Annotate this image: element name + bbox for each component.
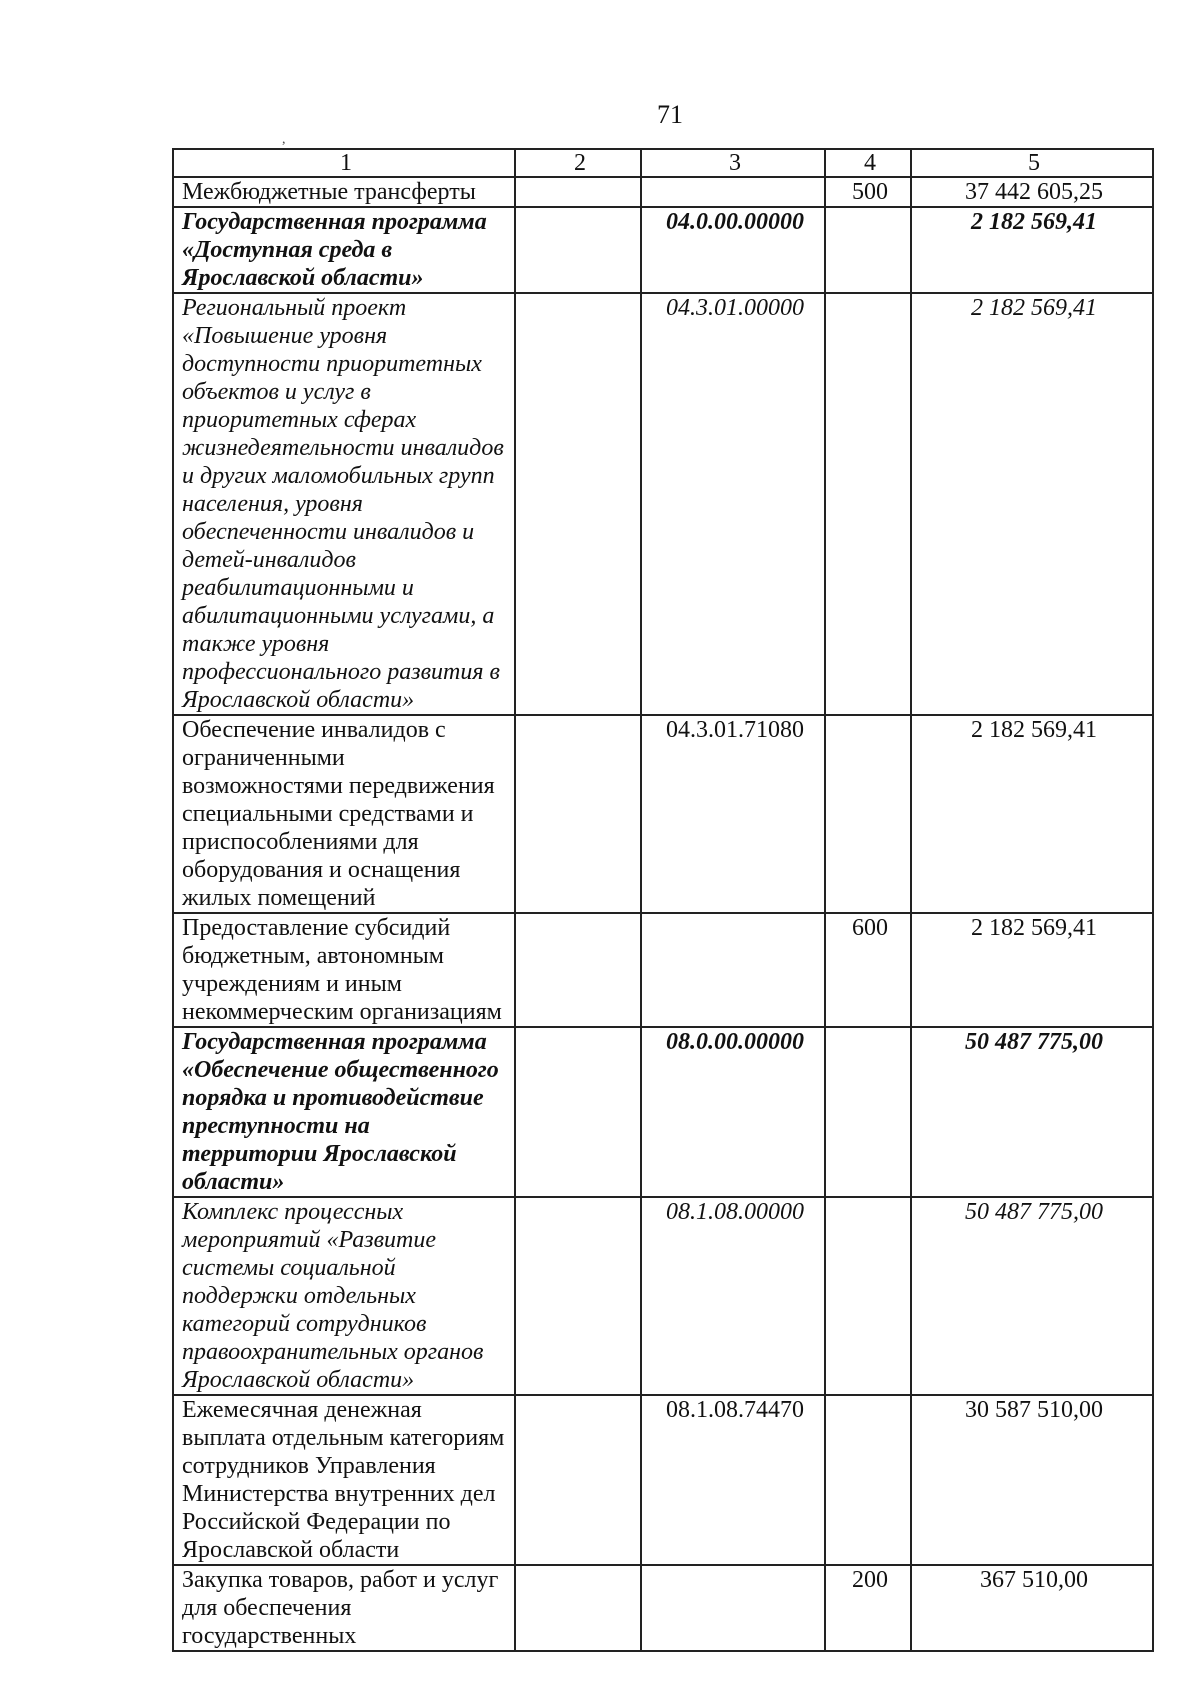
- header-col-1: 1: [173, 149, 515, 177]
- row-sum-cell: 2 182 569,41: [911, 207, 1153, 293]
- table-row: [173, 207, 1153, 293]
- table-row: [173, 1395, 1153, 1565]
- row-sum-cell: 367 510,00: [911, 1565, 1153, 1651]
- row-sum-cell: 2 182 569,41: [911, 715, 1153, 913]
- row-name-cell: Ежемесячная денежная выплата отдельным категориям сотрудников Управления Министерства внутренних дел Российской Федерации по Ярославской области: [173, 1395, 515, 1565]
- row-type-cell: 200: [825, 1565, 911, 1651]
- row-type-cell: [825, 1395, 911, 1565]
- row-sum-cell: 50 487 775,00: [911, 1027, 1153, 1197]
- row-type-cell: [825, 1027, 911, 1197]
- row-name-cell: Обеспечение инвалидов с ограниченными возможностями передвижения специальными средствами и приспособлениями для оборудования и оснащения жилых помещений: [173, 715, 515, 913]
- row-type-cell: [825, 293, 911, 715]
- header-col-5: 5: [911, 149, 1153, 177]
- row-type-cell: [825, 715, 911, 913]
- row-name-cell: Региональный проект «Повышение уровня доступности приоритетных объектов и услуг в приоритетных сферах жизнедеятельности инвалидов и других маломобильных групп населения, уровня обеспеченности инвалидов и детей-инвалидов реабилитационными и абилитационными услугами, а также уровня профессионального развития в Ярославской области»: [173, 293, 515, 715]
- row-code-cell: [641, 913, 825, 1027]
- row-sum-cell: 37 442 605,25: [911, 177, 1153, 207]
- table-row: [173, 715, 1153, 913]
- row-name-cell: Предоставление субсидий бюджетным, автономным учреждениям и иным некоммерческим организациям: [173, 913, 515, 1027]
- row-col2-cell: [515, 715, 641, 913]
- header-col-4: 4: [825, 149, 911, 177]
- row-col2-cell: [515, 1565, 641, 1651]
- budget-table: [172, 148, 1154, 1652]
- row-col2-cell: [515, 1197, 641, 1395]
- row-code-cell: 04.3.01.00000: [641, 293, 825, 715]
- row-sum-cell: 2 182 569,41: [911, 293, 1153, 715]
- row-code-cell: [641, 177, 825, 207]
- row-col2-cell: [515, 913, 641, 1027]
- row-col2-cell: [515, 207, 641, 293]
- row-col2-cell: [515, 177, 641, 207]
- row-code-cell: 08.1.08.00000: [641, 1197, 825, 1395]
- table-row: [173, 1027, 1153, 1197]
- page-number: 71: [657, 100, 683, 129]
- row-code-cell: 08.0.00.00000: [641, 1027, 825, 1197]
- row-col2-cell: [515, 1027, 641, 1197]
- row-code-cell: 04.3.01.71080: [641, 715, 825, 913]
- row-type-cell: 600: [825, 913, 911, 1027]
- row-sum-cell: 50 487 775,00: [911, 1197, 1153, 1395]
- table-row: [173, 177, 1153, 207]
- table-row: [173, 293, 1153, 715]
- row-type-cell: [825, 207, 911, 293]
- row-code-cell: 08.1.08.74470: [641, 1395, 825, 1565]
- row-name-cell: Комплекс процессных мероприятий «Развитие системы социальной поддержки отдельных категорий сотрудников правоохранительных органов Ярославской области»: [173, 1197, 515, 1395]
- table-header-row: [173, 149, 1153, 177]
- row-col2-cell: [515, 293, 641, 715]
- table-row: [173, 913, 1153, 1027]
- row-name-cell: Государственная программа «Доступная среда в Ярославской области»: [173, 207, 515, 293]
- row-name-cell: Государственная программа «Обеспечение общественного порядка и противодействие преступности на территории Ярославской области»: [173, 1027, 515, 1197]
- row-sum-cell: 2 182 569,41: [911, 913, 1153, 1027]
- table-row: [173, 1197, 1153, 1395]
- row-code-cell: 04.0.00.00000: [641, 207, 825, 293]
- row-type-cell: [825, 1197, 911, 1395]
- row-name-cell: Межбюджетные трансферты: [173, 177, 515, 207]
- header-col-3: 3: [641, 149, 825, 177]
- row-sum-cell: 30 587 510,00: [911, 1395, 1153, 1565]
- header-col-2: 2: [515, 149, 641, 177]
- table-row: [173, 1565, 1153, 1651]
- row-name-cell: Закупка товаров, работ и услуг для обеспечения государственных: [173, 1565, 515, 1651]
- row-col2-cell: [515, 1395, 641, 1565]
- stray-mark: ,: [282, 132, 286, 147]
- row-code-cell: [641, 1565, 825, 1651]
- row-type-cell: 500: [825, 177, 911, 207]
